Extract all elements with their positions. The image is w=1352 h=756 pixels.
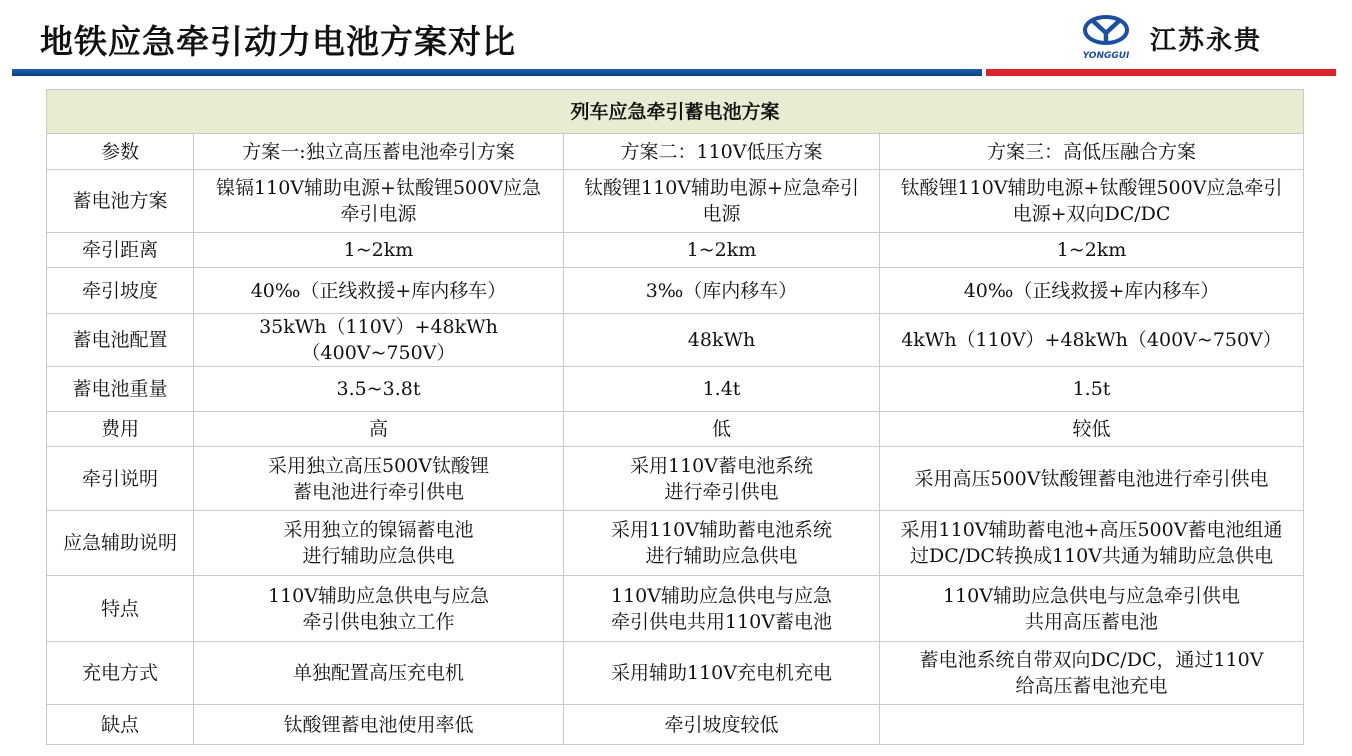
value-cell-c1 — [194, 705, 564, 745]
value-cell-c1 — [194, 412, 564, 447]
value-cell-c2 — [564, 447, 880, 511]
table-row — [47, 642, 1304, 705]
value-cell-c3 — [880, 367, 1304, 412]
value-cell-c1 — [194, 314, 564, 367]
cell-line: 较低 — [1072, 418, 1111, 440]
param-cell: 牵引距离 — [47, 233, 194, 268]
value-cell-c2 — [564, 576, 880, 642]
value-cell-c3 — [880, 642, 1304, 705]
cell-line: 钛酸锂110V辅助电源+钛酸锂500V应急牵引 — [900, 177, 1283, 199]
header-rule-red — [986, 69, 1336, 76]
cell-line: 1~2km — [343, 239, 414, 261]
cell-line: 35kWh（110V）+48kWh（400V~750V） — [259, 316, 498, 364]
value-cell-c3 — [880, 576, 1304, 642]
page-title: 地铁应急牵引动力电池方案对比 — [40, 22, 516, 61]
table-row — [47, 268, 1304, 314]
value-cell-c2 — [564, 233, 880, 268]
cell-line: 钛酸锂110V辅助电源+应急牵引 — [584, 177, 859, 199]
value-cell-c2 — [564, 511, 880, 576]
value-cell-c1 — [194, 447, 564, 511]
param-cell: 充电方式 — [47, 642, 194, 705]
table-row — [47, 367, 1304, 412]
column-header-row — [47, 134, 1304, 170]
column-header: 方案三：高低压融合方案 — [880, 134, 1304, 170]
param-cell: 缺点 — [47, 705, 194, 745]
cell-line: 110V辅助应急供电与应急 — [268, 584, 489, 607]
table-row — [47, 170, 1304, 233]
cell-line: 1.4t — [702, 378, 741, 400]
cell-line: 110V辅助应急供电与应急 — [611, 584, 832, 607]
value-cell-c2 — [564, 367, 880, 412]
cell-line: 1~2km — [1056, 239, 1127, 261]
table-row — [47, 233, 1304, 268]
comparison-table — [46, 89, 1304, 745]
value-cell-c3 — [880, 233, 1304, 268]
value-cell-c1 — [194, 642, 564, 705]
param-cell: 蓄电池方案 — [47, 170, 194, 233]
param-cell: 应急辅助说明 — [47, 511, 194, 576]
cell-line: 采用辅助110V充电机充电 — [611, 662, 832, 684]
column-header: 方案二：110V低压方案 — [564, 134, 880, 170]
table-row — [47, 705, 1304, 745]
table-row — [47, 412, 1304, 447]
cell-line: 1~2km — [686, 239, 757, 261]
cell-line: 110V辅助应急供电与应急牵引供电 — [943, 584, 1240, 607]
cell-line: 牵引供电独立工作 — [302, 610, 455, 633]
cell-line: 采用110V蓄电池系统 — [630, 454, 813, 477]
cell-line: 过DC/DC转换成110V共通为辅助应急供电 — [910, 545, 1273, 567]
cell-line: 1.5t — [1072, 378, 1111, 400]
table-row — [47, 447, 1304, 511]
value-cell-c1 — [194, 233, 564, 268]
param-cell: 费用 — [47, 412, 194, 447]
cell-line: 单独配置高压充电机 — [292, 662, 464, 684]
value-cell-c1 — [194, 170, 564, 233]
cell-line: 给高压蓄电池充电 — [1015, 675, 1168, 697]
value-cell-c2 — [564, 642, 880, 705]
table-row — [47, 511, 1304, 576]
cell-line: 采用独立高压500V钛酸锂 — [268, 454, 489, 477]
cell-line: 采用高压500V钛酸锂蓄电池进行牵引供电 — [914, 467, 1269, 490]
cell-line: 48kWh — [687, 329, 756, 351]
cell-line: 共用高压蓄电池 — [1025, 610, 1159, 633]
value-cell-c3 — [880, 705, 1304, 745]
value-cell-c2 — [564, 170, 880, 233]
table-row — [47, 576, 1304, 642]
value-cell-c1 — [194, 511, 564, 576]
value-cell-c1 — [194, 367, 564, 412]
value-cell-c3 — [880, 511, 1304, 576]
cell-line: 电源 — [702, 203, 741, 225]
cell-line: 4kWh（110V）+48kWh（400V~750V） — [901, 329, 1282, 351]
header-rule-blue — [12, 69, 982, 76]
cell-line: 40‰（正线救援+库内移车） — [963, 279, 1220, 302]
value-cell-c1 — [194, 268, 564, 314]
value-cell-c2 — [564, 314, 880, 367]
value-cell-c2 — [564, 268, 880, 314]
value-cell-c3 — [880, 170, 1304, 233]
cell-line: 蓄电池进行牵引供电 — [292, 480, 464, 503]
table-heading-row — [47, 90, 1304, 134]
cell-line: 进行牵引供电 — [664, 480, 779, 503]
param-cell: 牵引说明 — [47, 447, 194, 511]
cell-line: 进行辅助应急供电 — [302, 545, 455, 567]
param-cell: 蓄电池配置 — [47, 314, 194, 367]
param-cell: 蓄电池重量 — [47, 367, 194, 412]
cell-line: 采用110V辅助蓄电池系统 — [611, 519, 832, 541]
value-cell-c1 — [194, 576, 564, 642]
param-cell: 特点 — [47, 576, 194, 642]
cell-line: 电源+双向DC/DC — [1012, 203, 1171, 225]
cell-line: 采用独立的镍镉蓄电池 — [283, 519, 474, 541]
column-header: 参数 — [47, 134, 194, 170]
table-row — [47, 314, 1304, 367]
cell-line: 钛酸锂蓄电池使用率低 — [283, 713, 474, 736]
cell-line: 低 — [711, 418, 731, 440]
cell-line: 牵引供电共用110V蓄电池 — [611, 610, 832, 633]
cell-line: 3‰（库内移车） — [645, 279, 798, 302]
cell-line: 镍镉110V辅助电源+钛酸锂500V应急 — [216, 177, 541, 199]
cell-line: 高 — [368, 418, 388, 440]
cell-line: 牵引坡度较低 — [664, 713, 779, 736]
value-cell-c2 — [564, 412, 880, 447]
value-cell-c2 — [564, 705, 880, 745]
cell-line: 进行辅助应急供电 — [645, 545, 798, 567]
cell-line: 40‰（正线救援+库内移车） — [250, 279, 507, 302]
value-cell-c3 — [880, 314, 1304, 367]
table-heading: 列车应急牵引蓄电池方案 — [47, 90, 1304, 134]
yonggui-logo — [1078, 12, 1134, 62]
company-name: 江苏永贵 — [1150, 26, 1263, 56]
value-cell-c3 — [880, 447, 1304, 511]
logo-text: YONGGUI — [1082, 51, 1130, 61]
cell-line: 牵引电源 — [340, 203, 417, 225]
param-cell: 牵引坡度 — [47, 268, 194, 314]
cell-line: 蓄电池系统自带双向DC/DC，通过110V — [919, 649, 1264, 671]
value-cell-c3 — [880, 412, 1304, 447]
value-cell-c3 — [880, 268, 1304, 314]
cell-line: 采用110V辅助蓄电池+高压500V蓄电池组通 — [900, 519, 1283, 541]
column-header: 方案一:独立高压蓄电池牵引方案 — [194, 134, 564, 170]
cell-line: 3.5~3.8t — [336, 378, 421, 400]
